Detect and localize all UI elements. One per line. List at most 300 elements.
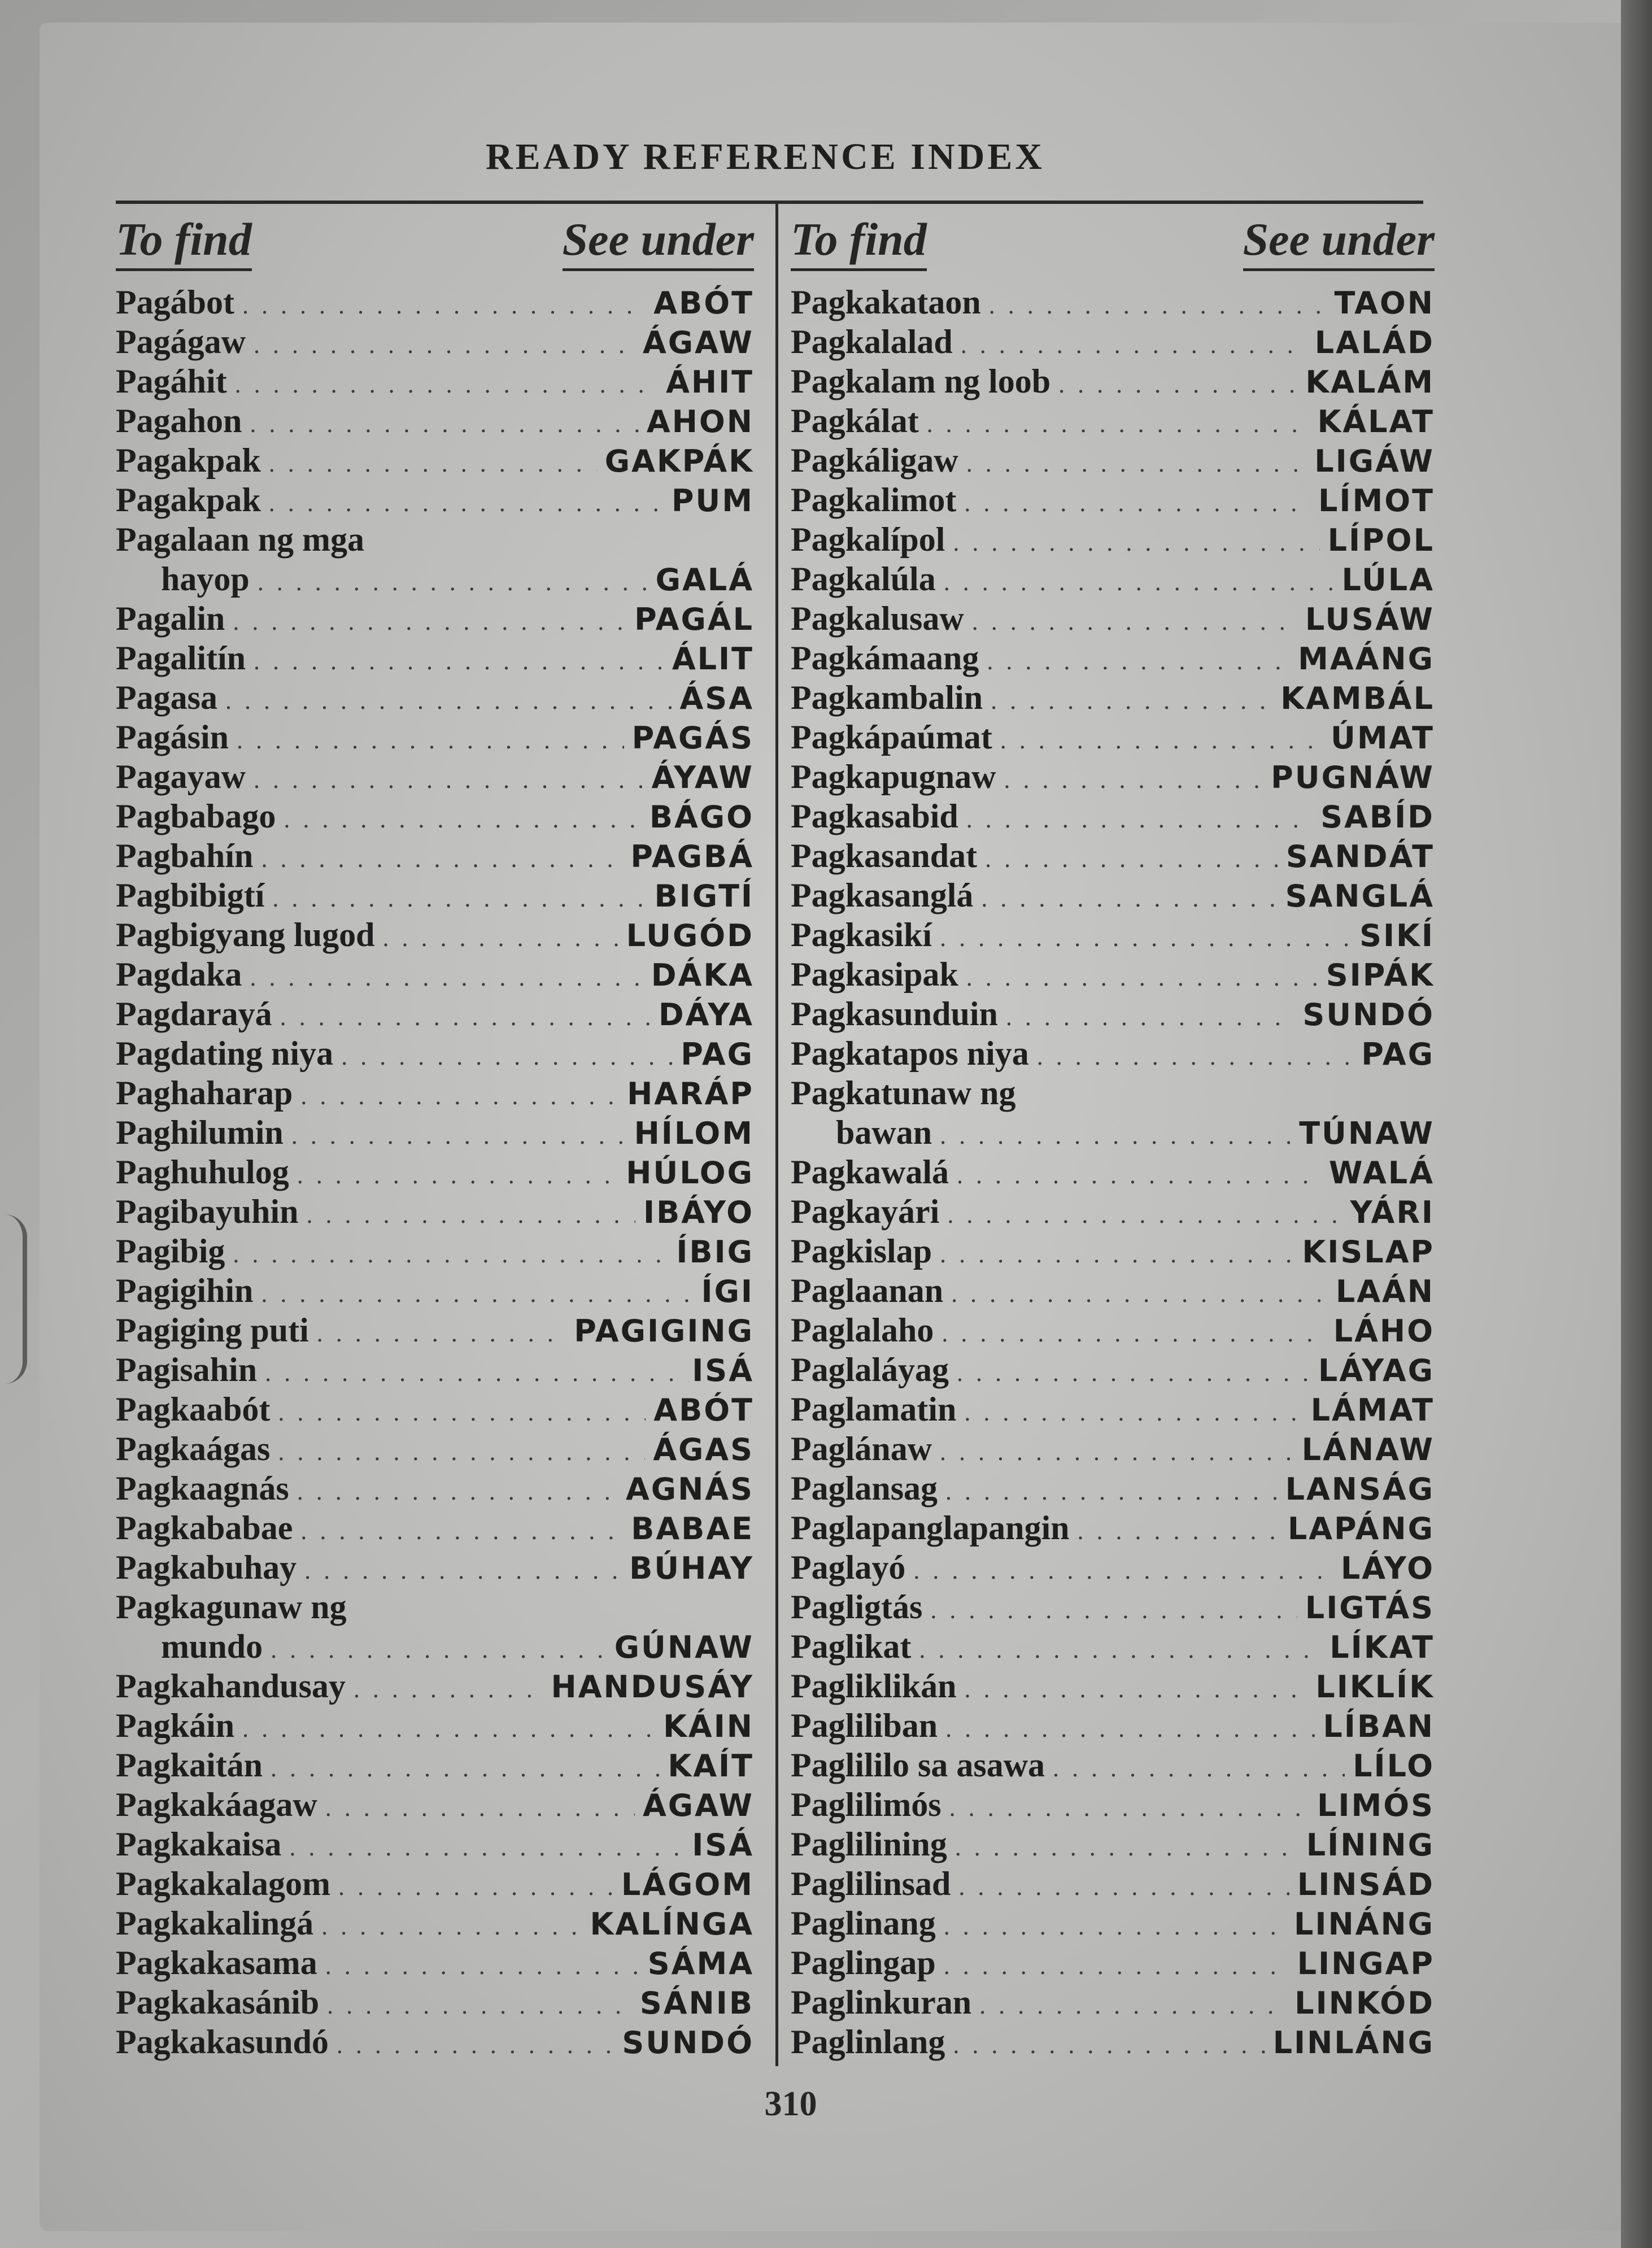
index-term: Pagkalimot — [791, 481, 957, 519]
dot-leader — [979, 1986, 1287, 2025]
index-term: Pagisahin — [116, 1351, 258, 1388]
index-entry — [116, 1429, 754, 1469]
see-under-word: ÁLIT — [672, 641, 754, 677]
see-under-word: TAON — [1334, 285, 1435, 321]
index-entry — [116, 836, 754, 875]
see-under-word: LINÁNG — [1293, 1906, 1435, 1942]
index-term: Pagkakataon — [791, 284, 981, 321]
dot-leader — [321, 1907, 582, 1946]
index-entry — [791, 361, 1435, 401]
dot-leader — [957, 1156, 1321, 1195]
see-under-word: ABÓT — [653, 285, 754, 321]
index-term: Paglilining — [791, 1826, 947, 1863]
dot-leader — [300, 1511, 623, 1551]
see-under-word: LIMÓS — [1317, 1788, 1435, 1823]
index-term: Pagliliban — [791, 1707, 938, 1744]
dot-leader — [1053, 1749, 1345, 1788]
index-term: Paglinang — [791, 1905, 936, 1942]
see-under-word: TÚNAW — [1299, 1116, 1435, 1151]
index-term: Pagkaágas — [116, 1430, 271, 1467]
index-entry — [791, 994, 1435, 1034]
index-term: Pagkahandusay — [116, 1667, 346, 1705]
index-term: Pagligtás — [791, 1588, 923, 1626]
index-entry — [116, 1231, 754, 1271]
dot-leader — [940, 1432, 1294, 1472]
index-entry — [791, 678, 1435, 717]
dot-leader — [297, 1472, 618, 1511]
index-entry — [791, 1113, 1435, 1152]
index-entry — [791, 2022, 1435, 2062]
index-entry — [116, 1469, 754, 1508]
see-under-word: PUM — [671, 483, 754, 519]
index-term: Paglaláyag — [791, 1351, 949, 1388]
index-entry — [791, 401, 1435, 441]
dot-leader — [278, 1393, 646, 1432]
index-term: Pagáhit — [116, 363, 227, 400]
index-term: Pagdaka — [116, 956, 242, 993]
dot-leader — [981, 879, 1277, 918]
see-under-word: PAG — [681, 1036, 754, 1072]
see-under-word: LÍBAN — [1323, 1709, 1435, 1744]
see-under-word: KÁLAT — [1317, 404, 1435, 439]
see-under-word: ÁGAW — [642, 1788, 754, 1823]
index-term: Pagkatunaw ng — [791, 1074, 1016, 1112]
index-entry — [116, 638, 754, 678]
page-number: 310 — [764, 2085, 817, 2123]
index-term: Pagkapugnaw — [791, 758, 996, 795]
index-entry — [791, 1350, 1435, 1389]
see-under-word: PAG — [1361, 1036, 1435, 1072]
index-term: Pagdarayá — [116, 995, 272, 1032]
dot-leader — [985, 839, 1278, 879]
dot-leader — [325, 1946, 640, 1986]
dot-leader — [278, 1432, 645, 1472]
dot-leader — [341, 1037, 673, 1077]
index-entry — [116, 1548, 754, 1587]
see-under-word: PAGBÁ — [630, 839, 754, 874]
see-under-word: LINLÁNG — [1272, 2025, 1435, 2060]
see-under-word: KALÍNGA — [590, 1906, 754, 1942]
index-entry — [116, 678, 754, 717]
dot-leader — [1078, 1511, 1280, 1551]
index-term: Paglánaw — [791, 1430, 932, 1467]
dot-leader — [987, 642, 1290, 681]
dot-leader — [957, 1353, 1310, 1393]
index-term: Pagkatapos niya — [791, 1035, 1029, 1072]
left-column — [116, 209, 754, 2062]
column-divider — [775, 202, 778, 2066]
see-under-word: ÚMAT — [1330, 720, 1435, 756]
index-term: Paghuhulog — [116, 1153, 289, 1191]
dot-leader — [300, 1077, 619, 1116]
page-title: READY REFERENCE INDEX — [486, 136, 1045, 177]
dot-leader — [242, 286, 646, 325]
dot-leader — [280, 997, 651, 1037]
index-entry — [116, 717, 754, 757]
index-term: mundo — [161, 1628, 263, 1665]
dot-leader — [233, 1235, 668, 1274]
index-entry — [791, 836, 1435, 875]
index-entry — [791, 875, 1435, 915]
index-entry — [116, 1034, 754, 1073]
see-under-word: LIGÁW — [1314, 443, 1435, 479]
see-under-word: SANDÁT — [1285, 839, 1435, 874]
index-term: Pagalaan ng mga — [116, 521, 365, 558]
index-entry — [791, 1666, 1435, 1706]
page-clip-shadow — [0, 1214, 27, 1384]
index-term: Pagbigyang lugod — [116, 916, 375, 953]
index-term: Pagbahín — [116, 837, 254, 874]
index-entry — [116, 915, 754, 955]
index-entry — [116, 1389, 754, 1429]
index-entry — [791, 915, 1435, 955]
dot-leader — [317, 1314, 566, 1353]
index-entry — [791, 1706, 1435, 1745]
dot-leader — [947, 1195, 1342, 1235]
dot-leader — [953, 523, 1319, 563]
index-term: Pagkaagnás — [116, 1470, 289, 1507]
index-entry — [116, 1271, 754, 1310]
index-entry — [116, 2022, 754, 2062]
index-entry — [116, 1903, 754, 1943]
see-under-word: ÍGI — [701, 1274, 754, 1309]
dot-leader — [250, 958, 643, 997]
index-term: Paghaharap — [116, 1074, 293, 1112]
index-entry — [116, 282, 754, 322]
dot-leader — [237, 721, 624, 760]
index-term: Pagigihin — [116, 1272, 254, 1309]
index-term: Pagalitín — [116, 639, 246, 677]
see-under-word: PAGÁS — [631, 720, 754, 756]
dot-leader — [254, 325, 635, 365]
see-under-word: LÍKAT — [1330, 1630, 1435, 1665]
index-term: Pagalin — [116, 600, 225, 637]
see-under-word: ÁGAS — [653, 1432, 754, 1467]
dot-leader — [930, 1591, 1297, 1630]
see-under-word: ISÁ — [692, 1353, 754, 1388]
index-entry — [791, 1192, 1435, 1231]
see-under-word: ÁYAW — [651, 760, 754, 795]
see-under-word: LANSÁG — [1285, 1471, 1435, 1507]
index-entry — [116, 322, 754, 361]
dot-leader — [1037, 1037, 1353, 1077]
see-under-word: GÚNAW — [614, 1630, 754, 1665]
index-entry — [791, 1152, 1435, 1192]
see-under-word: IBÁYO — [643, 1195, 754, 1230]
dot-leader — [291, 1116, 626, 1156]
dot-leader — [1004, 760, 1263, 800]
index-term: Pagibig — [116, 1232, 225, 1270]
index-term: Pagbabago — [116, 798, 276, 835]
dot-leader — [261, 1274, 693, 1314]
index-term: Paglansag — [791, 1470, 938, 1507]
to-find-heading: To find — [116, 213, 252, 271]
dot-leader — [261, 839, 622, 879]
index-entry — [791, 1548, 1435, 1587]
index-term: Pagkababae — [116, 1509, 293, 1546]
see-under-word: KÁIN — [663, 1709, 754, 1744]
index-entry — [791, 757, 1435, 796]
see-under-word: ISÁ — [692, 1827, 754, 1863]
see-under-word: LAÁN — [1335, 1274, 1435, 1309]
dot-leader — [964, 483, 1310, 523]
dot-leader — [306, 1195, 635, 1235]
see-under-word: LALÁD — [1314, 325, 1435, 360]
see-under-word: PAGÁL — [634, 602, 754, 637]
index-entry — [116, 401, 754, 441]
see-under-word: LINKÓD — [1294, 1985, 1435, 2021]
index-term: Paglayó — [791, 1549, 906, 1586]
dot-leader — [919, 1630, 1322, 1670]
dot-leader — [1000, 721, 1323, 760]
dot-leader — [940, 918, 1352, 958]
dot-leader — [958, 1867, 1289, 1907]
see-under-word: LIKLÍK — [1315, 1669, 1435, 1705]
see-under-word: PAGIGING — [574, 1313, 754, 1349]
index-term: Pagkasunduin — [791, 995, 998, 1032]
see-under-word: SÁMA — [647, 1946, 754, 1981]
dot-leader — [354, 1670, 543, 1709]
see-under-word: HANDUSÁY — [551, 1669, 754, 1705]
index-entry — [791, 1389, 1435, 1429]
index-entry — [791, 282, 1435, 322]
dot-leader — [338, 1867, 613, 1907]
index-term: Pagkasandat — [791, 837, 978, 874]
dot-leader — [242, 1709, 655, 1749]
dot-leader — [1058, 365, 1297, 404]
index-term: Paglaanan — [791, 1272, 944, 1309]
index-term: Pagkakalingá — [116, 1905, 314, 1942]
index-entry — [791, 1587, 1435, 1627]
index-term: Pagkápaúmat — [791, 718, 992, 756]
see-under-word: ÁHIT — [666, 364, 754, 400]
dot-leader — [254, 642, 664, 681]
see-under-word: KAMBÁL — [1280, 681, 1435, 716]
see-under-word: ABÓT — [653, 1392, 754, 1428]
index-term: Pagkakáagaw — [116, 1786, 317, 1823]
index-entry — [791, 520, 1435, 559]
index-entry — [791, 796, 1435, 836]
index-term: Pagágaw — [116, 323, 246, 360]
see-under-word: LÁNAW — [1301, 1432, 1435, 1467]
index-entry — [791, 1785, 1435, 1824]
index-entry — [791, 1469, 1435, 1508]
index-term: Pagkámaang — [791, 639, 979, 677]
index-entry — [116, 1192, 754, 1231]
index-term: Pagkasanglá — [791, 877, 974, 914]
see-under-word: LÁYO — [1340, 1550, 1435, 1586]
index-term: Pagásin — [116, 718, 229, 756]
index-term: Pagkakalagom — [116, 1865, 331, 1902]
see-under-word: LÁHO — [1333, 1313, 1435, 1349]
dot-leader — [961, 325, 1307, 365]
index-term: Pagkáin — [116, 1707, 235, 1744]
dot-leader — [913, 1551, 1333, 1591]
dot-leader — [271, 1630, 607, 1670]
index-entry — [791, 599, 1435, 638]
dot-leader — [382, 918, 618, 958]
index-entry — [791, 717, 1435, 757]
index-term: bawan — [836, 1114, 932, 1151]
index-term: Pagkagunaw ng — [116, 1588, 347, 1626]
index-term: Pagdating niya — [116, 1035, 334, 1072]
index-entry — [791, 1073, 1435, 1113]
see-under-word: LINGAP — [1297, 1946, 1435, 1981]
index-term: hayop — [161, 560, 250, 598]
dot-leader — [966, 800, 1313, 839]
index-entry — [116, 1627, 754, 1666]
dot-leader — [941, 1314, 1325, 1353]
dot-leader — [972, 602, 1297, 642]
dot-leader — [1006, 997, 1294, 1037]
index-entry — [791, 1508, 1435, 1548]
right-column — [791, 209, 1435, 2062]
index-term: Paglilinsad — [791, 1865, 951, 1902]
left-entries — [116, 282, 754, 2062]
dot-leader — [327, 1986, 632, 2025]
index-entry — [791, 1864, 1435, 1903]
see-under-word: PUGNÁW — [1271, 760, 1435, 795]
see-under-word: SUNDÓ — [622, 2025, 754, 2060]
see-under-word: SIKÍ — [1359, 918, 1435, 953]
see-under-word: LÁGOM — [621, 1867, 754, 1902]
dot-leader — [940, 1116, 1291, 1156]
header-rule — [116, 201, 1423, 204]
dot-leader — [272, 879, 646, 918]
index-term: Pagkasikí — [791, 916, 932, 953]
dot-leader — [250, 404, 639, 444]
index-term: Pagkalusaw — [791, 600, 964, 637]
index-term: Pagakpak — [116, 442, 261, 479]
dot-leader — [955, 1828, 1298, 1867]
dot-leader — [325, 1788, 635, 1828]
see-under-word: LUSÁW — [1305, 602, 1435, 637]
index-term: Pagkabuhay — [116, 1549, 297, 1586]
dot-leader — [944, 1907, 1286, 1946]
see-under-word: GALÁ — [655, 562, 754, 598]
index-term: Paghilumin — [116, 1114, 284, 1151]
see-under-word: MAÁNG — [1298, 641, 1435, 677]
dot-leader — [951, 1274, 1328, 1314]
index-entry — [791, 1034, 1435, 1073]
see-under-word: SANGLÁ — [1285, 878, 1435, 914]
index-term: Pagkakasánib — [116, 1984, 320, 2021]
index-term: Pagkaitán — [116, 1746, 263, 1784]
index-term: Pagliklikán — [791, 1667, 957, 1705]
index-entry — [791, 1745, 1435, 1785]
index-entry — [116, 520, 754, 559]
index-term: Pagkalípol — [791, 521, 945, 558]
index-term: Pagkalúla — [791, 560, 936, 598]
index-term: Pagkasipak — [791, 956, 958, 993]
index-term: Pagábot — [116, 284, 234, 321]
see-under-word: LÁMAT — [1310, 1392, 1435, 1428]
index-entry — [116, 361, 754, 401]
dot-leader — [945, 1709, 1315, 1749]
see-under-word: KAÍT — [668, 1748, 754, 1784]
index-term: Pagiging puti — [116, 1312, 309, 1349]
index-entry — [116, 1706, 754, 1745]
index-term: Paglingap — [791, 1944, 936, 1981]
index-entry — [116, 1864, 754, 1903]
see-under-word: LÚLA — [1341, 562, 1435, 598]
index-term: Pagkalam ng loob — [791, 363, 1051, 400]
index-term: Paglilimós — [791, 1786, 941, 1823]
dot-leader — [991, 681, 1272, 721]
dot-leader — [944, 1946, 1289, 1986]
see-under-word: ÍBIG — [676, 1234, 754, 1270]
dot-leader — [225, 681, 672, 721]
see-under-word: SUNDÓ — [1302, 997, 1435, 1032]
index-entry — [116, 757, 754, 796]
see-under-word: LUGÓD — [626, 918, 754, 953]
index-entry — [116, 1983, 754, 2022]
index-entry — [791, 480, 1435, 520]
index-entry — [116, 1350, 754, 1389]
index-term: Paglalaho — [791, 1312, 934, 1349]
see-under-word: LÍLO — [1353, 1748, 1435, 1784]
index-entry — [791, 322, 1435, 361]
see-under-word: SABÍD — [1320, 799, 1435, 835]
index-term: Pagkambalin — [791, 679, 983, 716]
see-under-word: DÁKA — [651, 957, 754, 993]
index-entry — [791, 1310, 1435, 1350]
left-column-header — [116, 209, 754, 271]
index-entry — [116, 1785, 754, 1824]
index-term: Paglamatin — [791, 1391, 957, 1428]
see-under-word: BÁGO — [649, 799, 754, 835]
dot-leader — [304, 1551, 621, 1591]
index-entry — [116, 559, 754, 599]
index-entry — [116, 994, 754, 1034]
index-term: Pagkalalad — [791, 323, 953, 360]
dot-leader — [258, 563, 648, 602]
dot-leader — [269, 483, 664, 523]
index-term: Pagkayári — [791, 1193, 940, 1230]
index-term: Paglikat — [791, 1628, 912, 1665]
see-under-word: GAKPÁK — [604, 443, 754, 479]
index-term: Paglapanglapangin — [791, 1509, 1070, 1546]
index-entry — [791, 559, 1435, 599]
see-under-word: KISLAP — [1302, 1234, 1435, 1270]
index-term: Pagkislap — [791, 1232, 932, 1270]
dot-leader — [927, 404, 1310, 444]
index-term: Pagkakaisa — [116, 1826, 282, 1863]
index-term: Pagkaabót — [116, 1391, 271, 1428]
index-entry — [116, 955, 754, 994]
see-under-word: YÁRI — [1350, 1195, 1435, 1230]
dot-leader — [284, 800, 641, 839]
dot-leader — [271, 1749, 660, 1788]
see-under-word: LÍPOL — [1327, 522, 1435, 558]
see-under-word: LÁYAG — [1318, 1353, 1435, 1388]
see-under-word: BIGTÍ — [654, 878, 754, 914]
see-under-word: LÍNING — [1306, 1827, 1435, 1863]
dot-leader — [989, 286, 1327, 325]
index-entry — [791, 1627, 1435, 1666]
index-entry — [791, 1983, 1435, 2022]
index-term: Pagkasabid — [791, 798, 958, 835]
see-under-word: LINSÁD — [1297, 1867, 1435, 1902]
index-entry — [116, 599, 754, 638]
index-entry — [116, 1508, 754, 1548]
index-entry — [116, 1666, 754, 1706]
dot-leader — [964, 1670, 1307, 1709]
see-under-heading: See under — [563, 213, 754, 271]
index-entry — [116, 1073, 754, 1113]
dot-leader — [964, 1393, 1302, 1432]
index-entry — [791, 638, 1435, 678]
